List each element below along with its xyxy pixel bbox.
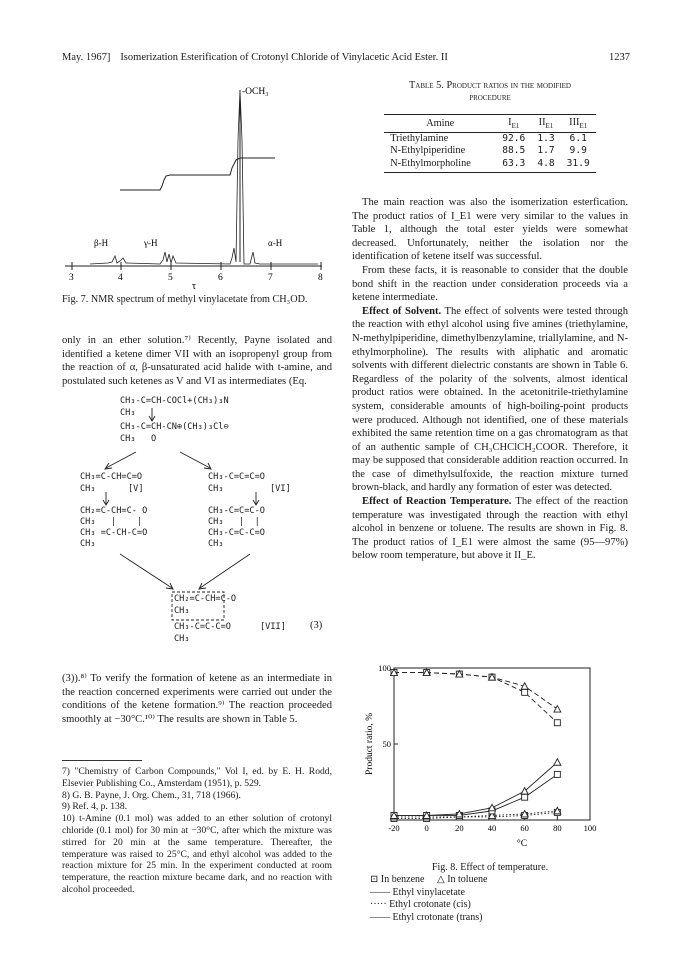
nmr-tick-5: 5 <box>168 273 173 283</box>
table5-title <box>352 80 628 104</box>
table5-col-iii <box>561 115 596 133</box>
x-tick-label: 60 <box>520 823 529 833</box>
left-column-text-2 <box>62 672 332 726</box>
footnote-8: 8) G. B. Payne, J. Org. Chem., 31, 718 (1966). <box>62 789 241 801</box>
square-marker-icon: ⊡ <box>370 874 379 886</box>
scheme-v3: CH₂=C-CH=C- O <box>80 506 148 516</box>
scheme-vi4: CH₃ | | <box>208 517 260 527</box>
fig8-caption-legend <box>352 862 628 924</box>
legend-trans: Ethyl crotonate (trans) <box>392 911 483 923</box>
nmr-tick-7: 7 <box>268 273 273 283</box>
temperature-heading: Effect of Reaction Temperature. <box>362 496 512 508</box>
right-column-text <box>352 196 628 563</box>
data-point-square <box>554 771 560 777</box>
fig7-caption-text: NMR spectrum of methyl vinylacetate from CH₃OD. <box>90 294 308 305</box>
scheme-vi2: CH₃ <box>208 484 224 494</box>
fig8-chart <box>352 660 628 860</box>
scheme-vii3: CH₃-C=C-C=O <box>174 622 231 632</box>
x-axis-label: °C <box>516 839 528 849</box>
right-paragraph-2: From these facts, it is reasonable to consider that the double bond shift in the reaction under consideration proceeds via a ketene intermediate. <box>352 264 628 304</box>
x-tick-label: -20 <box>388 823 400 833</box>
running-header <box>62 52 630 63</box>
y-axis-label: Product ratio, % <box>365 712 375 776</box>
data-point-square <box>554 720 560 726</box>
scheme-vi5: CH₃-C=C-C=O <box>208 528 265 538</box>
scheme-v-label: [V] <box>128 484 144 494</box>
header-date: May. 1967] <box>62 52 111 63</box>
peak-label-gamma-h: γ-H <box>144 238 158 248</box>
footnotes <box>62 766 332 896</box>
table5-col-ii-label: II <box>538 117 546 128</box>
scheme-v4: CH₃ | | <box>80 517 143 527</box>
header-page-number: 1237 <box>609 52 630 63</box>
nmr-trace <box>90 90 318 264</box>
scheme-v6: CH₃ <box>80 539 96 549</box>
reaction-scheme <box>80 396 335 668</box>
x-tick-label: 20 <box>455 823 464 833</box>
legend-vinylacetate: Ethyl vinylacetate <box>392 886 465 898</box>
series-line <box>394 774 557 815</box>
table5-amine-cell: Triethylamine <box>390 133 449 145</box>
y-tick-label: 50 <box>382 739 391 749</box>
x-tick-label: 100 <box>583 823 597 833</box>
nmr-axis-symbol: τ <box>192 281 197 290</box>
footnote-7: 7) "Chemistry of Carbon Compounds," Vol I, ed. by E. H. Rodd, Elsevier Publishing Co., Amsterdam (1951), p. 529. <box>62 766 332 789</box>
legend-line-dashed <box>352 887 628 899</box>
scheme-vii4: CH₃ <box>174 634 190 644</box>
table5-iii-cell: 6.1 <box>569 133 587 145</box>
table5-ii-cell: 1.7 <box>537 145 555 157</box>
scheme-vi3: CH₃-C=C=C-O <box>208 506 265 516</box>
table5 <box>352 80 628 173</box>
legend-toluene: In toluene <box>447 874 488 886</box>
nmr-tick-3: 3 <box>69 273 74 283</box>
left-column-text <box>62 334 332 388</box>
equation-number: (3) <box>310 620 323 631</box>
triangle-marker-icon: △ <box>436 874 445 886</box>
table5-col-i-label: I <box>508 117 512 128</box>
table5-iii-cell: 9.9 <box>569 145 587 157</box>
table5-amine-cell: N-Ethylmorpholine <box>384 158 496 173</box>
scheme-v2: CH₃ <box>80 484 96 494</box>
series-line <box>394 673 557 709</box>
table5-col-i-sub: E1 <box>511 122 520 131</box>
table5-col-iii-sub: E1 <box>579 122 588 131</box>
scheme-vii1: CH₂=C-CH=C-O <box>174 594 237 604</box>
fig8-caption <box>352 862 628 874</box>
table5-i-cell: 88.5 <box>502 145 526 157</box>
data-point-square <box>522 794 528 800</box>
table5-col-amine <box>384 115 496 133</box>
table5-title-line1: Table 5. Product ratios in the modified <box>409 80 571 91</box>
peak-label-och3: -OCH₃ <box>242 87 269 97</box>
table5-col-ii-sub: E1 <box>545 122 554 131</box>
table5-i-cell: 63.3 <box>496 158 531 173</box>
fig7-nmr-spectrum <box>60 80 330 290</box>
left-paragraph-1: only in an ether solution.⁷⁾ Recently, Payne isolated and identified a ketene dimer VII with an isopropenyl group from the reaction of α, β-unsaturated acid halide with t-amine, and postulated such ketenes as V and VI as intermediates (Eq. <box>62 335 332 387</box>
solid-line-icon: —— <box>370 911 390 923</box>
legend-line-solid <box>352 912 628 924</box>
temperature-paragraph <box>352 495 628 563</box>
dashed-line-icon: —— <box>370 886 390 898</box>
plot-frame <box>394 668 590 820</box>
series-line <box>394 762 557 815</box>
scheme-v1: CH₃=C-CH=C=O <box>80 472 143 482</box>
table-row <box>384 158 596 173</box>
solvent-text: The effect of solvents were tested through the reaction with ethyl alcohol using five amines (triethylamine, N-methylpiperidine, dimethylbenzylamine, triallylamine, and N-ethylmorpholine). The results with aliphatic and aromatic solvents with different dielectric constants are shown in Table 6. Regardless of the polarity of the solvents, almost identical product ratios were obtained. In the acetonitrile-triethylamine system, considerable amounts of high-boiling-point products were produced. Although not identified, one of these materials exhibited the same retention time on a gas chromatogram as that of an authentic sample of CH₃CHClCH₂COOR. Therefore, it may be supposed that considerable addition reaction occurred. In the case of dimethylsulfoxide, the reaction mixture turned brown-black, and hardly any formation of ester was detected. <box>352 305 628 494</box>
footnote-rule <box>62 760 142 761</box>
left-paragraph-2: (3)).⁸⁾ To verify the formation of ketene as an intermediate in the reaction concerned experiments were carried out under the conditions of the ketene formation.⁹⁾ The reaction proceeded smoothly at −30°C.¹⁰⁾ The results are shown in Table 5. <box>62 673 332 725</box>
solvent-paragraph <box>352 305 628 495</box>
fig8-caption-label: Fig. 8. <box>431 862 458 873</box>
nmr-tick-4: 4 <box>118 273 123 283</box>
solvent-heading: Effect of Solvent. <box>362 305 442 317</box>
scheme-vi1: CH₃-C=C=C=O <box>208 472 265 482</box>
table-row <box>384 145 596 157</box>
scheme-line4: CH₃ O <box>120 434 157 444</box>
table5-ii-cell: 4.8 <box>531 158 560 173</box>
x-tick-label: 0 <box>424 823 429 833</box>
data-point-square <box>522 689 528 695</box>
y-tick-label: 100 <box>378 663 391 673</box>
scheme-line2: CH₃ <box>120 408 136 418</box>
table5-iii-cell: 31.9 <box>561 158 596 173</box>
series-line <box>394 811 557 817</box>
series-line <box>394 673 557 723</box>
x-tick-label: 40 <box>487 823 497 833</box>
table5-col-i <box>496 115 531 133</box>
nmr-tick-6: 6 <box>218 273 223 283</box>
temperature-text: The effect of the reaction temperature was investigated through the reaction with ethyl alcohol in benzene or toluene. The results are shown in Fig. 8. The product ratios of I_E1 were almost the same (95—97%) below room temperature, but above it II_E. <box>352 496 628 562</box>
scheme-vii2: CH₃ <box>174 606 190 616</box>
data-point-triangle <box>554 759 561 766</box>
x-tick-label: 80 <box>553 823 562 833</box>
table5-col-amine-label: Amine <box>426 118 455 130</box>
footnote-10: 10) t-Amine (0.1 mol) was added to an ether solution of crotonyl chloride (0.1 mol) for 30 min at −30°C, after which the mixture was stirred for 20 min at the same temperature. Thereafter, the temperature was raised to 25°C, and ethyl alcohol was added to the reaction mixture for 25 min. In the experiment conducted at room temperature, the reaction mixture became dark, and no reaction with alcohol proceeded. <box>62 813 332 895</box>
scheme-line3: CH₃-C=CH-CN⊕(CH₃)₃Cl⊖ <box>120 422 229 432</box>
header-title: Isomerization Esterification of Crotonyl Chloride of Vinylacetic Acid Ester. II <box>120 52 448 63</box>
right-paragraph-1: The main reaction was also the isomerization esterfication. The product ratios of I_E1 were very similar to the values in Table 1, although the total ester yields were somewhat decreased. Unfortunately, neither the isolation nor the identification of ketene itself was successful. <box>352 197 628 263</box>
data-point-triangle <box>554 706 561 713</box>
table5-header-row <box>384 115 596 133</box>
legend-benzene: In benzene <box>380 874 425 886</box>
table5-grid <box>384 114 596 173</box>
legend-line-dotted <box>352 899 628 911</box>
nmr-tick-8: 8 <box>318 273 323 283</box>
nmr-integral-curve <box>120 158 275 190</box>
peak-label-alpha-h: α-H <box>268 238 283 248</box>
table5-title-line2: procedure <box>469 92 511 103</box>
footnote-9: 9) Ref. 4, p. 138. <box>62 801 128 813</box>
table5-amine-cell: N-Ethylpiperidine <box>390 145 466 157</box>
fig7-caption <box>62 294 332 307</box>
peak-label-beta-h: β-H <box>94 238 109 248</box>
table5-ii-cell: 1.3 <box>537 133 555 145</box>
scheme-vi-label: [VI] <box>270 484 291 494</box>
table-row <box>384 133 596 146</box>
table5-col-iii-label: III <box>569 117 580 128</box>
table5-i-cell: 92.6 <box>502 133 526 145</box>
fig7-caption-label: Fig. 7. <box>62 294 89 305</box>
scheme-vii-label: [VII] <box>260 622 286 632</box>
scheme-vi6: CH₃ <box>208 539 224 549</box>
legend-markers <box>352 874 628 886</box>
dotted-line-icon: ····· <box>370 899 387 911</box>
legend-cis: Ethyl crotonate (cis) <box>389 899 471 911</box>
table5-col-ii <box>531 115 560 133</box>
scheme-v5: CH₃ =C-CH-C=O <box>80 528 148 538</box>
fig8-caption-text: Effect of temperature. <box>460 862 549 873</box>
scheme-line1: CH₃-C=CH-COCl+(CH₃)₃N <box>120 396 229 406</box>
